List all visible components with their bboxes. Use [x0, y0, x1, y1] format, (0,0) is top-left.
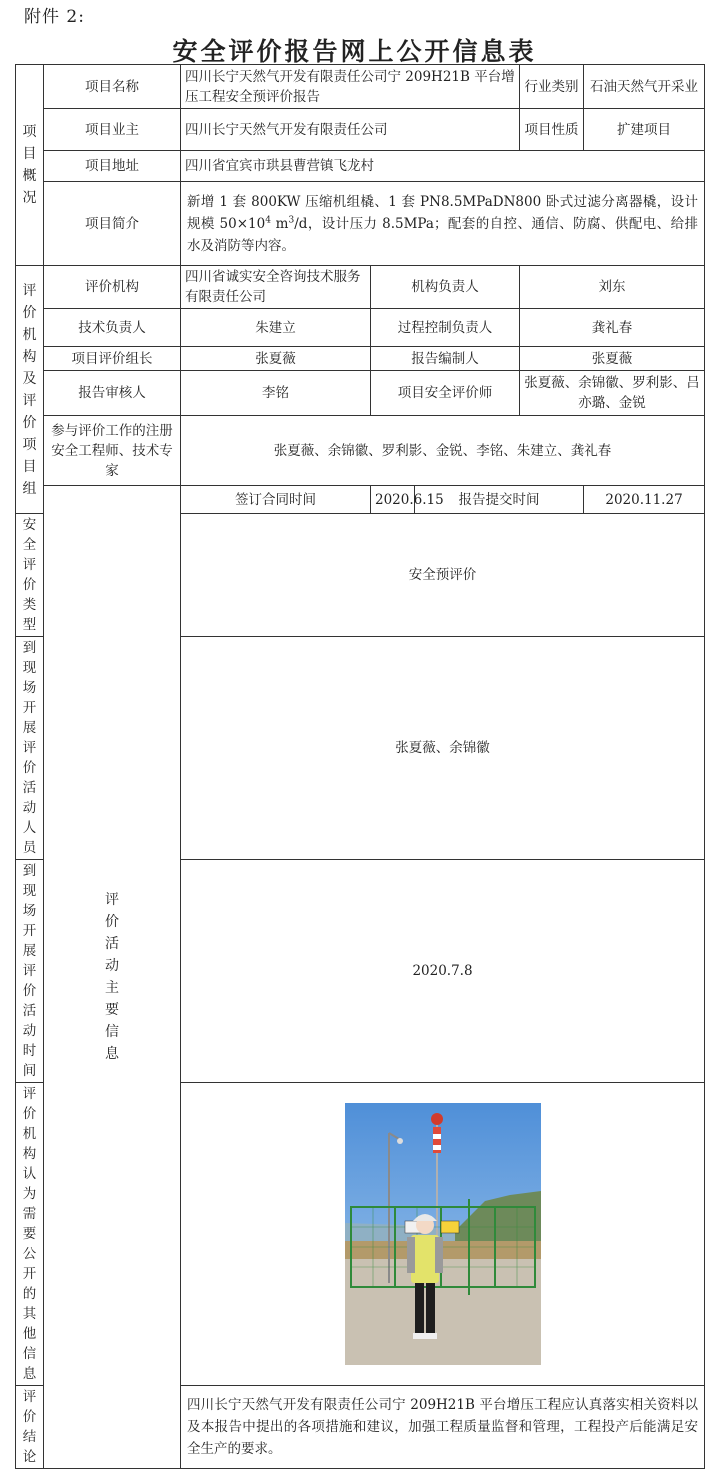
team-leader-value: 张夏薇	[181, 347, 371, 371]
page-title: 安全评价报告网上公开信息表	[172, 37, 537, 66]
other-info-label: 评价机构认为需要公开的其他信息	[16, 1083, 44, 1386]
industry-label: 行业类别	[520, 65, 584, 109]
report-writer-label: 报告编制人	[371, 347, 520, 371]
onsite-time-value: 2020.7.8	[181, 860, 705, 1083]
tech-lead-label: 技术负责人	[44, 309, 181, 347]
section-overview: 项目概况	[16, 65, 44, 266]
other-info-photo-cell	[181, 1083, 705, 1386]
participants-label: 参与评价工作的注册安全工程师、技术专家	[44, 416, 181, 486]
report-reviewer-label: 报告审核人	[44, 371, 181, 416]
evaluation-type-value: 安全预评价	[181, 514, 705, 637]
onsite-time-label: 到现场开展评价活动时间	[16, 860, 44, 1083]
site-photo	[345, 1103, 541, 1365]
org-head-value: 刘东	[520, 266, 705, 309]
safety-evaluators-value: 张夏薇、余锦徽、罗利影、吕亦璐、金锐	[520, 371, 705, 416]
process-control-value: 龚礼春	[520, 309, 705, 347]
submit-date-value: 2020.11.27	[584, 486, 705, 514]
conclusion-label: 评价结论	[16, 1386, 44, 1469]
project-address-value: 四川省宜宾市珙县曹营镇飞龙村	[181, 151, 705, 182]
submit-date-label: 报告提交时间	[415, 486, 584, 514]
project-intro-value: 新增 1 套 800KW 压缩机组橇、1 套 PN8.5MPaDN800 卧式过滤分离器橇，设计规模 $50\times 10^4$ $m^3/d$，设计压力 8.5MPa；配套的自控、通信、防腐、供配电、给排水及消防等内容。	[181, 182, 705, 266]
org-value: 四川省诚实安全咨询技术服务有限责任公司	[181, 266, 371, 309]
report-reviewer-value: 李铭	[181, 371, 371, 416]
project-name-label: 项目名称	[44, 65, 181, 109]
process-control-label: 过程控制负责人	[371, 309, 520, 347]
project-nature-value: 扩建项目	[584, 109, 705, 151]
onsite-staff-label: 到现场开展评价活动人员	[16, 637, 44, 860]
participants-value: 张夏薇、余锦徽、罗利影、金锐、李铭、朱建立、龚礼春	[181, 416, 705, 486]
tech-lead-value: 朱建立	[181, 309, 371, 347]
org-head-label: 机构负责人	[371, 266, 520, 309]
org-label: 评价机构	[44, 266, 181, 309]
report-writer-value: 张夏薇	[520, 347, 705, 371]
conclusion-value: 四川长宁天然气开发有限责任公司宁 209H21B 平台增压工程应认真落实相关资料以及本报告中提出的各项措施和建议，加强工程质量监督和管理，工程投产后能满足安全生产的要求。	[181, 1386, 705, 1469]
project-name-value: 四川长宁天然气开发有限责任公司宁 209H21B 平台增压工程安全预评价报告	[181, 65, 520, 109]
section-activity: 评价活动主要信息	[44, 486, 181, 1469]
onsite-staff-value: 张夏薇、余锦徽	[181, 637, 705, 860]
contract-date-label: 签订合同时间	[181, 486, 371, 514]
industry-value: 石油天然气开采业	[584, 65, 705, 109]
evaluation-type-label: 安全评价类型	[16, 514, 44, 637]
section-team: 评价机构及评价项目组	[16, 266, 44, 514]
team-leader-label: 项目评价组长	[44, 347, 181, 371]
safety-evaluators-label: 项目安全评价师	[371, 371, 520, 416]
project-intro-label: 项目简介	[44, 182, 181, 266]
contract-date-value: 2020.6.15	[371, 486, 415, 514]
project-owner-value: 四川长宁天然气开发有限责任公司	[181, 109, 520, 151]
project-owner-label: 项目业主	[44, 109, 181, 151]
project-address-label: 项目地址	[44, 151, 181, 182]
info-table	[15, 64, 705, 1469]
project-nature-label: 项目性质	[520, 109, 584, 151]
attachment-label: 附件 2:	[24, 7, 85, 27]
